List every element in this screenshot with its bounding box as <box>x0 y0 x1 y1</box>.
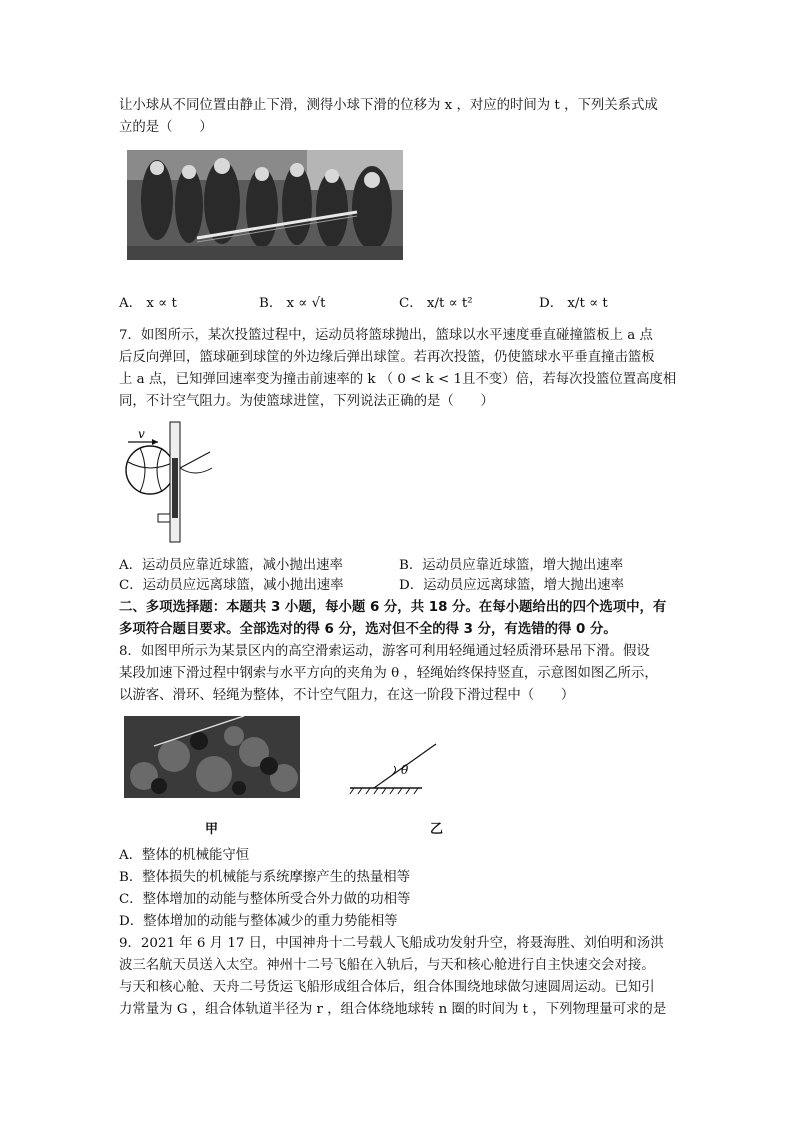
q8-text-line2: 某段加速下滑过程中钢索与水平方向的夹角为 θ ，轻绳始终保持竖直，示意图如图乙所示， <box>119 666 658 681</box>
q8-option-b[interactable]: B．整体损失的机械能与系统摩擦产生的热量相等 <box>119 870 411 885</box>
q9-text-line1: 9．2021 年 6 月 17 日，中国神舟十二号载人飞船成功发射升空，将聂海胜、刘伯明和汤洪 <box>119 936 664 951</box>
galileo-painting-image <box>127 150 403 260</box>
q6-text-line1: 让小球从不同位置由静止下滑，测得小球下滑的位移为 x ，对应的时间为 t ，下列关系式成 <box>119 98 658 113</box>
velocity-label: v <box>138 427 145 441</box>
q7-text-line2: 后反向弹回，篮球砸到球筐的外边缘后弹出球筐。若再次投篮，仍使篮球水平垂直撞击篮板 <box>119 350 655 365</box>
q7-text-line4: 同，不计空气阻力。为使篮球进筐，下列说法正确的是（ ） <box>119 394 494 409</box>
q8-option-c[interactable]: C．整体增加的动能与整体所受合外力做的功相等 <box>119 892 411 907</box>
incline-angle-diagram <box>346 740 442 800</box>
theta-label: θ <box>401 763 409 777</box>
q6-option-d[interactable]: D． x/t ∝ t <box>539 296 608 311</box>
q7-option-c[interactable]: C．运动员应远离球篮，减小抛出速率 <box>119 578 344 593</box>
q8-option-a[interactable]: A．整体的机械能守恒 <box>119 848 250 863</box>
basketball-backboard-diagram <box>120 418 220 548</box>
q6-text-line2: 立的是（ ） <box>119 120 213 135</box>
zipline-photo-image <box>124 716 300 798</box>
q6-option-a[interactable]: A． x ∝ t <box>119 296 177 311</box>
section2-header-line2: 多项符合题目要求。全部选对的得 6 分，选对但不全的得 3 分，有选错的得 0 分。 <box>119 622 617 637</box>
q9-text-line2: 波三名航天员送入太空。神州十二号飞船在入轨后，与天和核心舱进行自主快速交会对接。 <box>119 958 655 973</box>
q8-text-line3: 以游客、滑环、轻绳为整体，不计空气阻力，在这一阶段下滑过程中（ ） <box>119 688 575 703</box>
q9-text-line3: 与天和核心舱、天舟二号货运飞船形成组合体后，组合体围绕地球做匀速圆周运动。已知引 <box>119 980 655 995</box>
q9-text-line4: 力常量为 G ，组合体轨道半径为 r ，组合体绕地球转 n 圈的时间为 t ，下列物理量可求的是 <box>119 1002 667 1017</box>
q6-option-b[interactable]: B． x ∝ √t <box>259 296 326 311</box>
q7-option-d[interactable]: D．运动员应远离球篮，增大抛出速率 <box>399 578 624 593</box>
q6-option-c[interactable]: C． x/t ∝ t² <box>399 296 473 311</box>
q7-option-a[interactable]: A．运动员应靠近球篮，减小抛出速率 <box>119 558 343 573</box>
q8-text-line1: 8．如图甲所示为某景区内的高空滑索运动，游客可利用轻绳通过轻质滑环悬吊下滑。假设 <box>119 644 650 659</box>
q7-text-line3: 上 a 点，已知弹回速率变为撞击前速率的 k （ 0 < k < 1且不变）倍，若每次投篮位置高度相 <box>119 372 677 387</box>
section2-header-line1: 二、多项选择题：本题共 3 小题，每小题 6 分，共 18 分。在每小题给出的四个选项中，有 <box>119 600 667 615</box>
figure-caption-yi: 乙 <box>430 822 444 837</box>
figure-caption-jia: 甲 <box>205 822 219 837</box>
q7-text-line1: 7．如图所示，某次投篮过程中，运动员将篮球抛出，篮球以水平速度垂直碰撞篮板上 a 点 <box>119 328 653 343</box>
q8-option-d[interactable]: D．整体增加的动能与整体减少的重力势能相等 <box>119 914 398 929</box>
q7-option-b[interactable]: B．运动员应靠近球篮，增大抛出速率 <box>399 558 624 573</box>
